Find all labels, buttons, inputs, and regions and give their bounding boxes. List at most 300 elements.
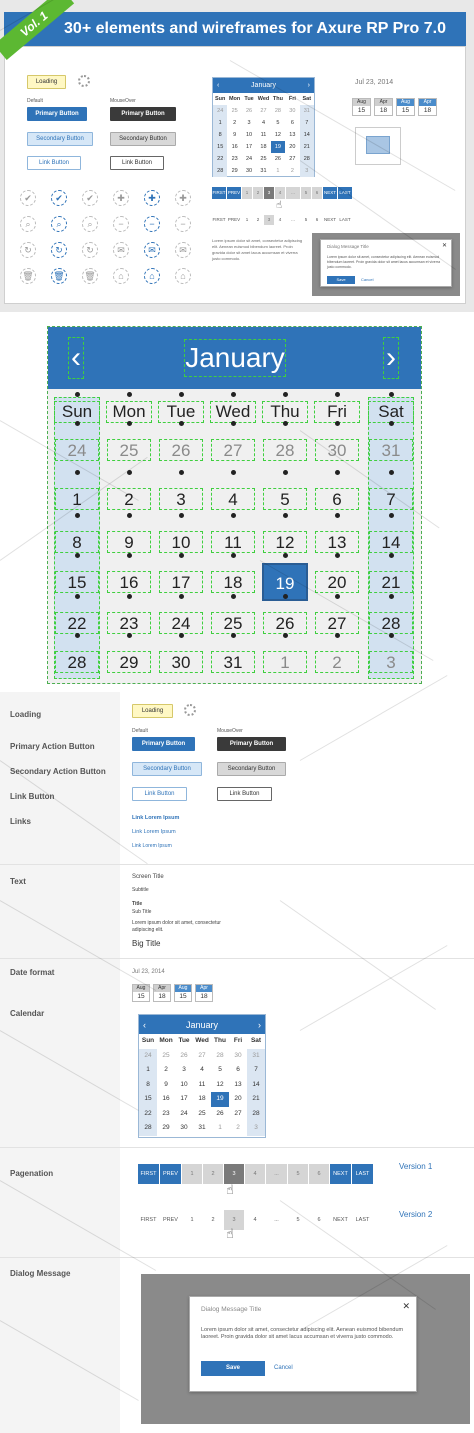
calendar-day[interactable]: 14 — [300, 129, 314, 141]
label-link-button: Link Button — [10, 792, 55, 801]
calendar-day[interactable]: 24 — [180, 1109, 188, 1117]
page-next[interactable]: NEXT — [333, 1217, 348, 1223]
weekday-label: Sun — [215, 96, 226, 102]
page-6[interactable]: 6 — [309, 1164, 329, 1184]
date-tile-month: Aug — [133, 985, 149, 992]
big-calendar-day[interactable]: 21 — [369, 571, 413, 593]
calendar-day[interactable]: 3 — [182, 1066, 186, 1073]
tool-icon[interactable]: 🗑 — [82, 268, 98, 284]
anchor-dot — [127, 470, 132, 475]
calendar-day[interactable]: 27 — [289, 156, 296, 162]
big-calendar-day[interactable]: 11 — [211, 531, 255, 553]
calendar-day[interactable]: 25 — [231, 108, 238, 114]
calendar-day[interactable]: 17 — [246, 144, 253, 150]
calendar-day[interactable]: 28 — [247, 1107, 265, 1122]
text-screen-title: Screen Title — [132, 874, 164, 880]
big-calendar-day[interactable]: 10 — [159, 531, 203, 553]
calendar-day[interactable]: 1 — [139, 1063, 157, 1078]
c-dialog-body: Lorem ipsum dolor sit amet, consectetur adipiscing elit. Aenean euismod bibendum laoreet. Proin gravida dolor sit amet lacus accumsan et viverra justo commodo. — [201, 1327, 404, 1340]
c-dialog-overlay — [141, 1274, 470, 1424]
calendar-day[interactable]: 28 — [213, 165, 227, 177]
overview-dialog-save[interactable]: Save — [327, 276, 355, 284]
tool-icon[interactable]: ✔ — [51, 190, 67, 206]
calendar-day[interactable]: 28 — [300, 153, 314, 165]
components-label-column — [0, 692, 120, 1433]
big-calendar-day[interactable]: 14 — [369, 531, 413, 553]
weekday-label: Fri — [288, 96, 296, 102]
big-weekday-label: Sat — [368, 401, 414, 423]
calendar-day[interactable]: 14 — [247, 1078, 265, 1093]
calendar-day[interactable]: 29 — [231, 168, 238, 174]
c-cursor-hand-icon: ☝ — [226, 1182, 234, 1197]
overview-calendar — [212, 77, 315, 177]
calendar-day[interactable]: 16 — [231, 144, 238, 150]
calendar-day[interactable]: 1 — [218, 1124, 222, 1131]
page-last[interactable]: LAST — [338, 187, 352, 199]
date-tile — [396, 98, 415, 116]
calendar-day[interactable]: 15 — [213, 141, 227, 153]
page-2[interactable]: 2 — [211, 1217, 215, 1223]
calendar-day[interactable]: 11 — [198, 1080, 206, 1088]
calendar-day[interactable]: 25 — [198, 1109, 206, 1117]
calendar-day[interactable]: 9 — [164, 1080, 168, 1088]
overview-panel — [0, 0, 474, 312]
big-calendar-day[interactable]: 24 — [55, 439, 99, 461]
c-pagination-v1 — [138, 1164, 374, 1184]
tool-icon[interactable]: ⌕ — [20, 216, 36, 232]
big-calendar-day[interactable]: 6 — [315, 488, 359, 510]
anchor-dot — [335, 633, 340, 638]
calendar-day[interactable]: 19 — [271, 141, 285, 153]
c-primary-button[interactable]: Primary Button — [132, 737, 195, 751]
calendar-day[interactable]: 16 — [162, 1095, 170, 1102]
c-dialog-save-button[interactable]: Save — [201, 1361, 265, 1376]
anchor-dot — [75, 392, 80, 397]
calendar-day[interactable]: 7 — [247, 1063, 265, 1078]
tool-icon[interactable]: − — [144, 216, 160, 232]
page-prev[interactable]: PREV — [227, 187, 241, 199]
page-6[interactable]: 6 — [312, 187, 322, 199]
page-prev[interactable]: PREV — [160, 1164, 181, 1184]
divider — [0, 958, 474, 959]
calendar-prev-icon[interactable]: ‹ — [217, 82, 220, 89]
big-calendar-day[interactable]: 4 — [211, 488, 255, 510]
date-tile — [174, 984, 192, 1002]
text-big-title: Big Title — [132, 939, 161, 948]
page-3[interactable]: 3 — [264, 215, 274, 225]
weekday-label: Thu — [214, 1037, 226, 1044]
big-calendar-day[interactable]: 2 — [107, 488, 151, 510]
date-tile-month: Apr — [154, 985, 170, 992]
big-calendar-day[interactable]: 27 — [315, 612, 359, 634]
text-body: Lorem ipsum dolor sit amet, consectetur adipiscing elit. — [132, 920, 221, 933]
page-3[interactable]: 3 — [264, 187, 274, 199]
big-calendar-day[interactable]: 1 — [55, 488, 99, 510]
big-calendar-day[interactable]: 9 — [107, 531, 151, 553]
calendar-day[interactable]: 31 — [198, 1124, 206, 1131]
date-tile-month: Apr — [196, 985, 212, 992]
big-calendar-day[interactable]: 28 — [55, 651, 99, 673]
page-2[interactable]: 2 — [256, 217, 260, 222]
c-loading-button[interactable]: Loading — [132, 704, 173, 718]
calendar-day[interactable]: 20 — [289, 144, 296, 150]
link-button-hover[interactable]: Link Button — [110, 156, 164, 170]
page-3[interactable]: 3 — [224, 1164, 244, 1184]
calendar-day[interactable]: 28 — [216, 1051, 224, 1059]
calendar-day[interactable]: 3 — [247, 1121, 265, 1136]
calendar-day[interactable]: 27 — [198, 1051, 206, 1059]
loading-spinner-icon — [78, 75, 90, 87]
c-pagination-v2 — [138, 1210, 374, 1230]
tool-icon[interactable]: ↻ — [20, 242, 36, 258]
anchor-dot — [335, 470, 340, 475]
page-5[interactable]: 5 — [288, 1164, 308, 1184]
big-calendar-day[interactable]: 27 — [211, 439, 255, 461]
page-ellipsis[interactable]: ... — [286, 187, 300, 199]
big-calendar-day[interactable]: 30 — [159, 651, 203, 673]
calendar-day[interactable]: 13 — [234, 1080, 242, 1088]
anchor-dot — [389, 553, 394, 558]
calendar-day[interactable]: 24 — [213, 105, 227, 117]
tool-icon[interactable]: ✚ — [175, 190, 191, 206]
big-calendar-day[interactable]: 25 — [107, 439, 151, 461]
calendar-day[interactable]: 25 — [162, 1051, 170, 1059]
tool-icon[interactable]: ✔ — [20, 190, 36, 206]
version-1-label: Version 1 — [399, 1162, 433, 1171]
big-calendar-day[interactable]: 28 — [369, 612, 413, 634]
c-secondary-button-hover[interactable]: Secondary Button — [217, 762, 286, 776]
calendar-day[interactable]: 2 — [164, 1066, 168, 1073]
big-calendar — [47, 326, 422, 684]
divider — [0, 1147, 474, 1148]
pagination-v2 — [212, 215, 353, 225]
page-4[interactable]: 4 — [278, 217, 282, 222]
big-calendar-day[interactable]: 31 — [369, 439, 413, 461]
big-calendar-day[interactable]: 13 — [315, 531, 359, 553]
big-calendar-day[interactable]: 17 — [159, 571, 203, 593]
date-tile — [374, 98, 393, 116]
tool-icon[interactable]: ✉ — [144, 242, 160, 258]
page-4[interactable]: 4 — [245, 1164, 265, 1184]
calendar-day[interactable]: 26 — [246, 108, 253, 114]
c-secondary-button[interactable]: Secondary Button — [132, 762, 202, 776]
anchor-dot — [75, 633, 80, 638]
calendar-day[interactable]: 7 — [300, 117, 314, 129]
calendar-day[interactable]: 19 — [211, 1092, 229, 1107]
date-tile-month: Aug — [353, 99, 370, 106]
secondary-button-hover[interactable]: Secondary Button — [110, 132, 176, 146]
link-2[interactable]: Link Lorem Ipsum — [132, 829, 176, 835]
big-calendar-day[interactable]: 15 — [55, 571, 99, 593]
page-5[interactable]: 5 — [301, 187, 311, 199]
calendar-day[interactable]: 3 — [247, 120, 251, 126]
label-loading: Loading — [10, 710, 42, 719]
c-dialog-title: Dialog Message Title — [201, 1306, 262, 1313]
big-calendar-day[interactable]: 12 — [263, 531, 307, 553]
cursor-hand-icon: ☝ — [276, 200, 283, 211]
calendar-day[interactable]: 10 — [180, 1080, 188, 1088]
calendar-day[interactable]: 22 — [139, 1107, 157, 1122]
date-tile-month: Aug — [175, 985, 191, 992]
calendar-day[interactable]: 31 — [247, 1049, 265, 1064]
big-calendar-day[interactable]: 1 — [263, 651, 307, 673]
calendar-day[interactable]: 20 — [234, 1095, 242, 1102]
page-next[interactable]: NEXT — [323, 217, 336, 222]
date-tile — [132, 984, 150, 1002]
primary-button[interactable]: Primary Button — [27, 107, 87, 121]
tool-icon[interactable]: ✚ — [113, 190, 129, 206]
calendar-day[interactable]: 27 — [260, 108, 267, 114]
big-calendar-day[interactable]: 30 — [315, 439, 359, 461]
weekday-label: Thu — [272, 96, 283, 102]
page-1[interactable]: 1 — [182, 1164, 202, 1184]
calendar-day[interactable]: 6 — [236, 1066, 240, 1073]
big-calendar-day[interactable]: 31 — [211, 651, 255, 673]
calendar-day[interactable]: 28 — [139, 1121, 157, 1136]
calendar-day[interactable]: 12 — [216, 1080, 224, 1088]
calendar-day[interactable]: 30 — [246, 168, 253, 174]
link-3[interactable]: Link Lorem Ipsum — [132, 843, 172, 849]
anchor-dot — [283, 513, 288, 518]
page-5[interactable]: 5 — [296, 1217, 300, 1223]
calendar-day[interactable]: 23 — [162, 1109, 170, 1117]
big-calendar-day[interactable]: 16 — [107, 571, 151, 593]
calendar-day[interactable]: 2 — [233, 120, 237, 126]
big-calendar-day[interactable]: 22 — [55, 612, 99, 634]
big-calendar-prev-icon[interactable]: ‹ — [68, 337, 84, 379]
tool-icon[interactable]: − — [113, 216, 129, 232]
page-1[interactable]: 1 — [242, 187, 252, 199]
calendar-next-icon[interactable]: › — [307, 82, 310, 89]
calendar-day[interactable]: 27 — [234, 1109, 242, 1117]
page-last[interactable]: LAST — [339, 217, 351, 222]
anchor-dot — [127, 513, 132, 518]
pagination-v1 — [212, 187, 353, 199]
big-calendar-day[interactable]: 5 — [263, 488, 307, 510]
tool-icon[interactable]: 🗑 — [20, 268, 36, 284]
calendar-day[interactable]: 24 — [139, 1049, 157, 1064]
big-calendar-day[interactable]: 26 — [159, 439, 203, 461]
tool-icon[interactable]: ⌂ — [113, 268, 129, 284]
calendar-day[interactable]: 5 — [276, 120, 280, 126]
tool-icon[interactable]: ⌂ — [175, 268, 191, 284]
page-first[interactable]: FIRST — [140, 1217, 157, 1223]
anchor-dot — [231, 470, 236, 475]
loading-button[interactable]: Loading — [27, 75, 66, 89]
anchor-dot — [231, 392, 236, 397]
page-first[interactable]: FIRST — [212, 217, 226, 222]
big-calendar-day[interactable]: 18 — [211, 571, 255, 593]
calendar-day[interactable]: 12 — [274, 132, 281, 138]
label-secondary: Secondary Action Button — [10, 767, 106, 776]
c-dialog-close-icon[interactable]: ✕ — [402, 1301, 410, 1311]
calendar-day[interactable]: 4 — [200, 1066, 204, 1073]
calendar-day[interactable]: 30 — [180, 1124, 188, 1131]
calendar-day[interactable]: 6 — [290, 120, 294, 126]
date-tile — [153, 984, 171, 1002]
page-2[interactable]: 2 — [253, 187, 263, 199]
tool-icon[interactable]: ✔ — [82, 190, 98, 206]
anchor-dot — [283, 470, 288, 475]
page-ellipsis[interactable]: ... — [274, 1217, 279, 1223]
tool-icon[interactable]: ⌕ — [51, 216, 67, 232]
page-4[interactable]: 4 — [253, 1217, 257, 1223]
anchor-dot — [179, 513, 184, 518]
calendar-day[interactable]: 4 — [261, 120, 266, 126]
calendar-day[interactable]: 22 — [213, 153, 227, 165]
big-calendar-day[interactable]: 25 — [211, 612, 255, 634]
big-calendar-day[interactable]: 2 — [315, 651, 359, 673]
text-sub-title: Sub Title — [132, 909, 152, 915]
calendar-day[interactable]: 29 — [162, 1124, 170, 1131]
page-2[interactable]: 2 — [203, 1164, 223, 1184]
anchor-dot — [335, 594, 340, 599]
weekday-label: Wed — [195, 1037, 209, 1044]
calendar-day[interactable]: 26 — [274, 156, 281, 162]
calendar-day[interactable]: 1 — [213, 117, 227, 129]
mouseover-label: MouseOver — [110, 98, 136, 104]
page-4[interactable]: 4 — [275, 187, 285, 199]
calendar-day[interactable]: 18 — [198, 1095, 206, 1102]
calendar-day[interactable]: 13 — [289, 132, 296, 138]
calendar-day[interactable]: 26 — [180, 1051, 188, 1059]
calendar-day[interactable]: 30 — [234, 1051, 242, 1059]
big-calendar-day[interactable]: 29 — [107, 651, 151, 673]
calendar-day[interactable]: 8 — [139, 1078, 157, 1093]
page-last[interactable]: LAST — [355, 1217, 370, 1223]
calendar-day[interactable]: 11 — [260, 132, 267, 138]
c-calendar-next-icon[interactable]: › — [258, 1019, 261, 1030]
tool-icon[interactable]: ⌂ — [144, 268, 160, 284]
tool-icon[interactable]: ↻ — [82, 242, 98, 258]
page-5[interactable]: 5 — [304, 217, 308, 222]
anchor-dot — [127, 421, 132, 426]
date-tile-day: 15 — [357, 107, 366, 114]
calendar-day[interactable]: 25 — [260, 156, 267, 162]
calendar-day[interactable]: 24 — [246, 156, 253, 162]
big-calendar-day[interactable]: 24 — [159, 612, 203, 634]
page-ellipsis[interactable]: ... — [266, 1164, 287, 1184]
calendar-month: January — [251, 82, 276, 89]
big-calendar-day[interactable]: 20 — [315, 571, 359, 593]
label-calendar: Calendar — [10, 1009, 45, 1018]
calendar-day[interactable]: 15 — [139, 1092, 157, 1107]
page-next[interactable]: NEXT — [330, 1164, 351, 1184]
anchor-dot — [335, 513, 340, 518]
calendar-day[interactable]: 28 — [274, 108, 281, 114]
divider — [0, 1257, 474, 1258]
big-calendar-day[interactable]: 3 — [369, 651, 413, 673]
tool-icon[interactable]: 🗑 — [51, 268, 67, 284]
page-first[interactable]: FIRST — [138, 1164, 159, 1184]
page-prev[interactable]: PREV — [163, 1217, 178, 1223]
c-link-button-hover[interactable]: Link Button — [217, 787, 272, 801]
calendar-day[interactable]: 21 — [247, 1092, 265, 1107]
c-cursor-hand-icon-2: ☝ — [226, 1226, 234, 1241]
c-link-button[interactable]: Link Button — [132, 787, 187, 801]
weekday-label: Sat — [302, 96, 312, 102]
page-6[interactable]: 6 — [315, 217, 319, 222]
calendar-day[interactable]: 18 — [260, 144, 267, 150]
page-last[interactable]: LAST — [352, 1164, 373, 1184]
calendar-day[interactable]: 31 — [300, 105, 314, 117]
overview-dialog-close-icon[interactable]: ✕ — [441, 243, 447, 249]
primary-button-hover[interactable]: Primary Button — [110, 107, 176, 121]
overview-dialog-body: Lorem ipsum dolor sit amet, consectetur adipiscing elit. Aenean euismod bibendum laoreet. Proin gravida dolor sit amet lacus accumsan et viverra justo commodo. — [327, 255, 441, 269]
anchor-dot — [389, 513, 394, 518]
page-3[interactable]: 3 — [224, 1210, 244, 1230]
big-calendar-day[interactable]: 3 — [159, 488, 203, 510]
big-calendar-day[interactable]: 28 — [263, 439, 307, 461]
page-first[interactable]: FIRST — [212, 187, 226, 199]
big-calendar-day[interactable]: 23 — [107, 612, 151, 634]
weekday-label: Tue — [178, 1037, 190, 1044]
big-calendar-next-icon[interactable]: › — [383, 337, 399, 379]
anchor-dot — [389, 421, 394, 426]
date-tile — [352, 98, 371, 116]
calendar-day[interactable]: 31 — [260, 168, 267, 174]
calendar-day[interactable]: 23 — [231, 156, 238, 162]
page-1[interactable]: 1 — [190, 1217, 194, 1223]
label-pagination: Pagenation — [10, 1169, 54, 1178]
calendar-day[interactable]: 2 — [236, 1124, 240, 1131]
c-primary-button-hover[interactable]: Primary Button — [217, 737, 286, 751]
page-next[interactable]: NEXT — [323, 187, 337, 199]
anchor-dot — [75, 470, 80, 475]
calendar-day[interactable]: 10 — [246, 132, 253, 138]
big-calendar-day[interactable]: 7 — [369, 488, 413, 510]
calendar-day[interactable]: 21 — [300, 141, 314, 153]
calendar-day[interactable]: 3 — [300, 165, 314, 177]
calendar-day[interactable]: 9 — [233, 132, 237, 138]
tool-icon[interactable]: ✉ — [113, 242, 129, 258]
overview-dialog-cancel[interactable]: Cancel — [361, 277, 374, 282]
big-calendar-panel — [0, 312, 474, 692]
page-ellipsis[interactable]: ... — [291, 217, 295, 222]
date-tile-month: Apr — [375, 99, 392, 106]
tool-icon[interactable]: ✚ — [144, 190, 160, 206]
tool-icon[interactable]: − — [175, 216, 191, 232]
secondary-button[interactable]: Secondary Button — [27, 132, 93, 146]
anchor-dot — [231, 513, 236, 518]
calendar-day[interactable]: 1 — [276, 168, 280, 174]
calendar-day[interactable]: 17 — [180, 1095, 188, 1102]
c-calendar-prev-icon[interactable]: ‹ — [143, 1019, 146, 1030]
calendar-day[interactable]: 26 — [216, 1109, 224, 1117]
tool-icon[interactable]: ↻ — [51, 242, 67, 258]
big-calendar-day[interactable]: 8 — [55, 531, 99, 553]
link-1[interactable]: Link Lorem Ipsum — [132, 815, 180, 821]
calendar-day[interactable]: 5 — [218, 1066, 222, 1073]
page-1[interactable]: 1 — [245, 217, 249, 222]
link-button[interactable]: Link Button — [27, 156, 81, 170]
c-date-tiles — [132, 984, 213, 1002]
calendar-day[interactable]: 30 — [289, 108, 296, 114]
page-prev[interactable]: PREV — [227, 217, 241, 222]
big-weekday-label: Mon — [106, 401, 152, 423]
page-6[interactable]: 6 — [317, 1217, 321, 1223]
big-calendar-day[interactable]: 26 — [263, 612, 307, 634]
big-calendar-body — [48, 389, 421, 683]
calendar-day[interactable]: 2 — [290, 168, 294, 174]
tool-icon[interactable]: ⌕ — [82, 216, 98, 232]
c-dialog-cancel-link[interactable]: Cancel — [274, 1365, 293, 1371]
tool-icon[interactable]: ✉ — [175, 242, 191, 258]
c-date-text: Jul 23, 2014 — [132, 969, 165, 975]
vol-ribbon: Vol. 1 — [0, 0, 74, 60]
big-calendar-day[interactable]: 19 — [262, 563, 308, 601]
calendar-day[interactable]: 8 — [213, 129, 227, 141]
